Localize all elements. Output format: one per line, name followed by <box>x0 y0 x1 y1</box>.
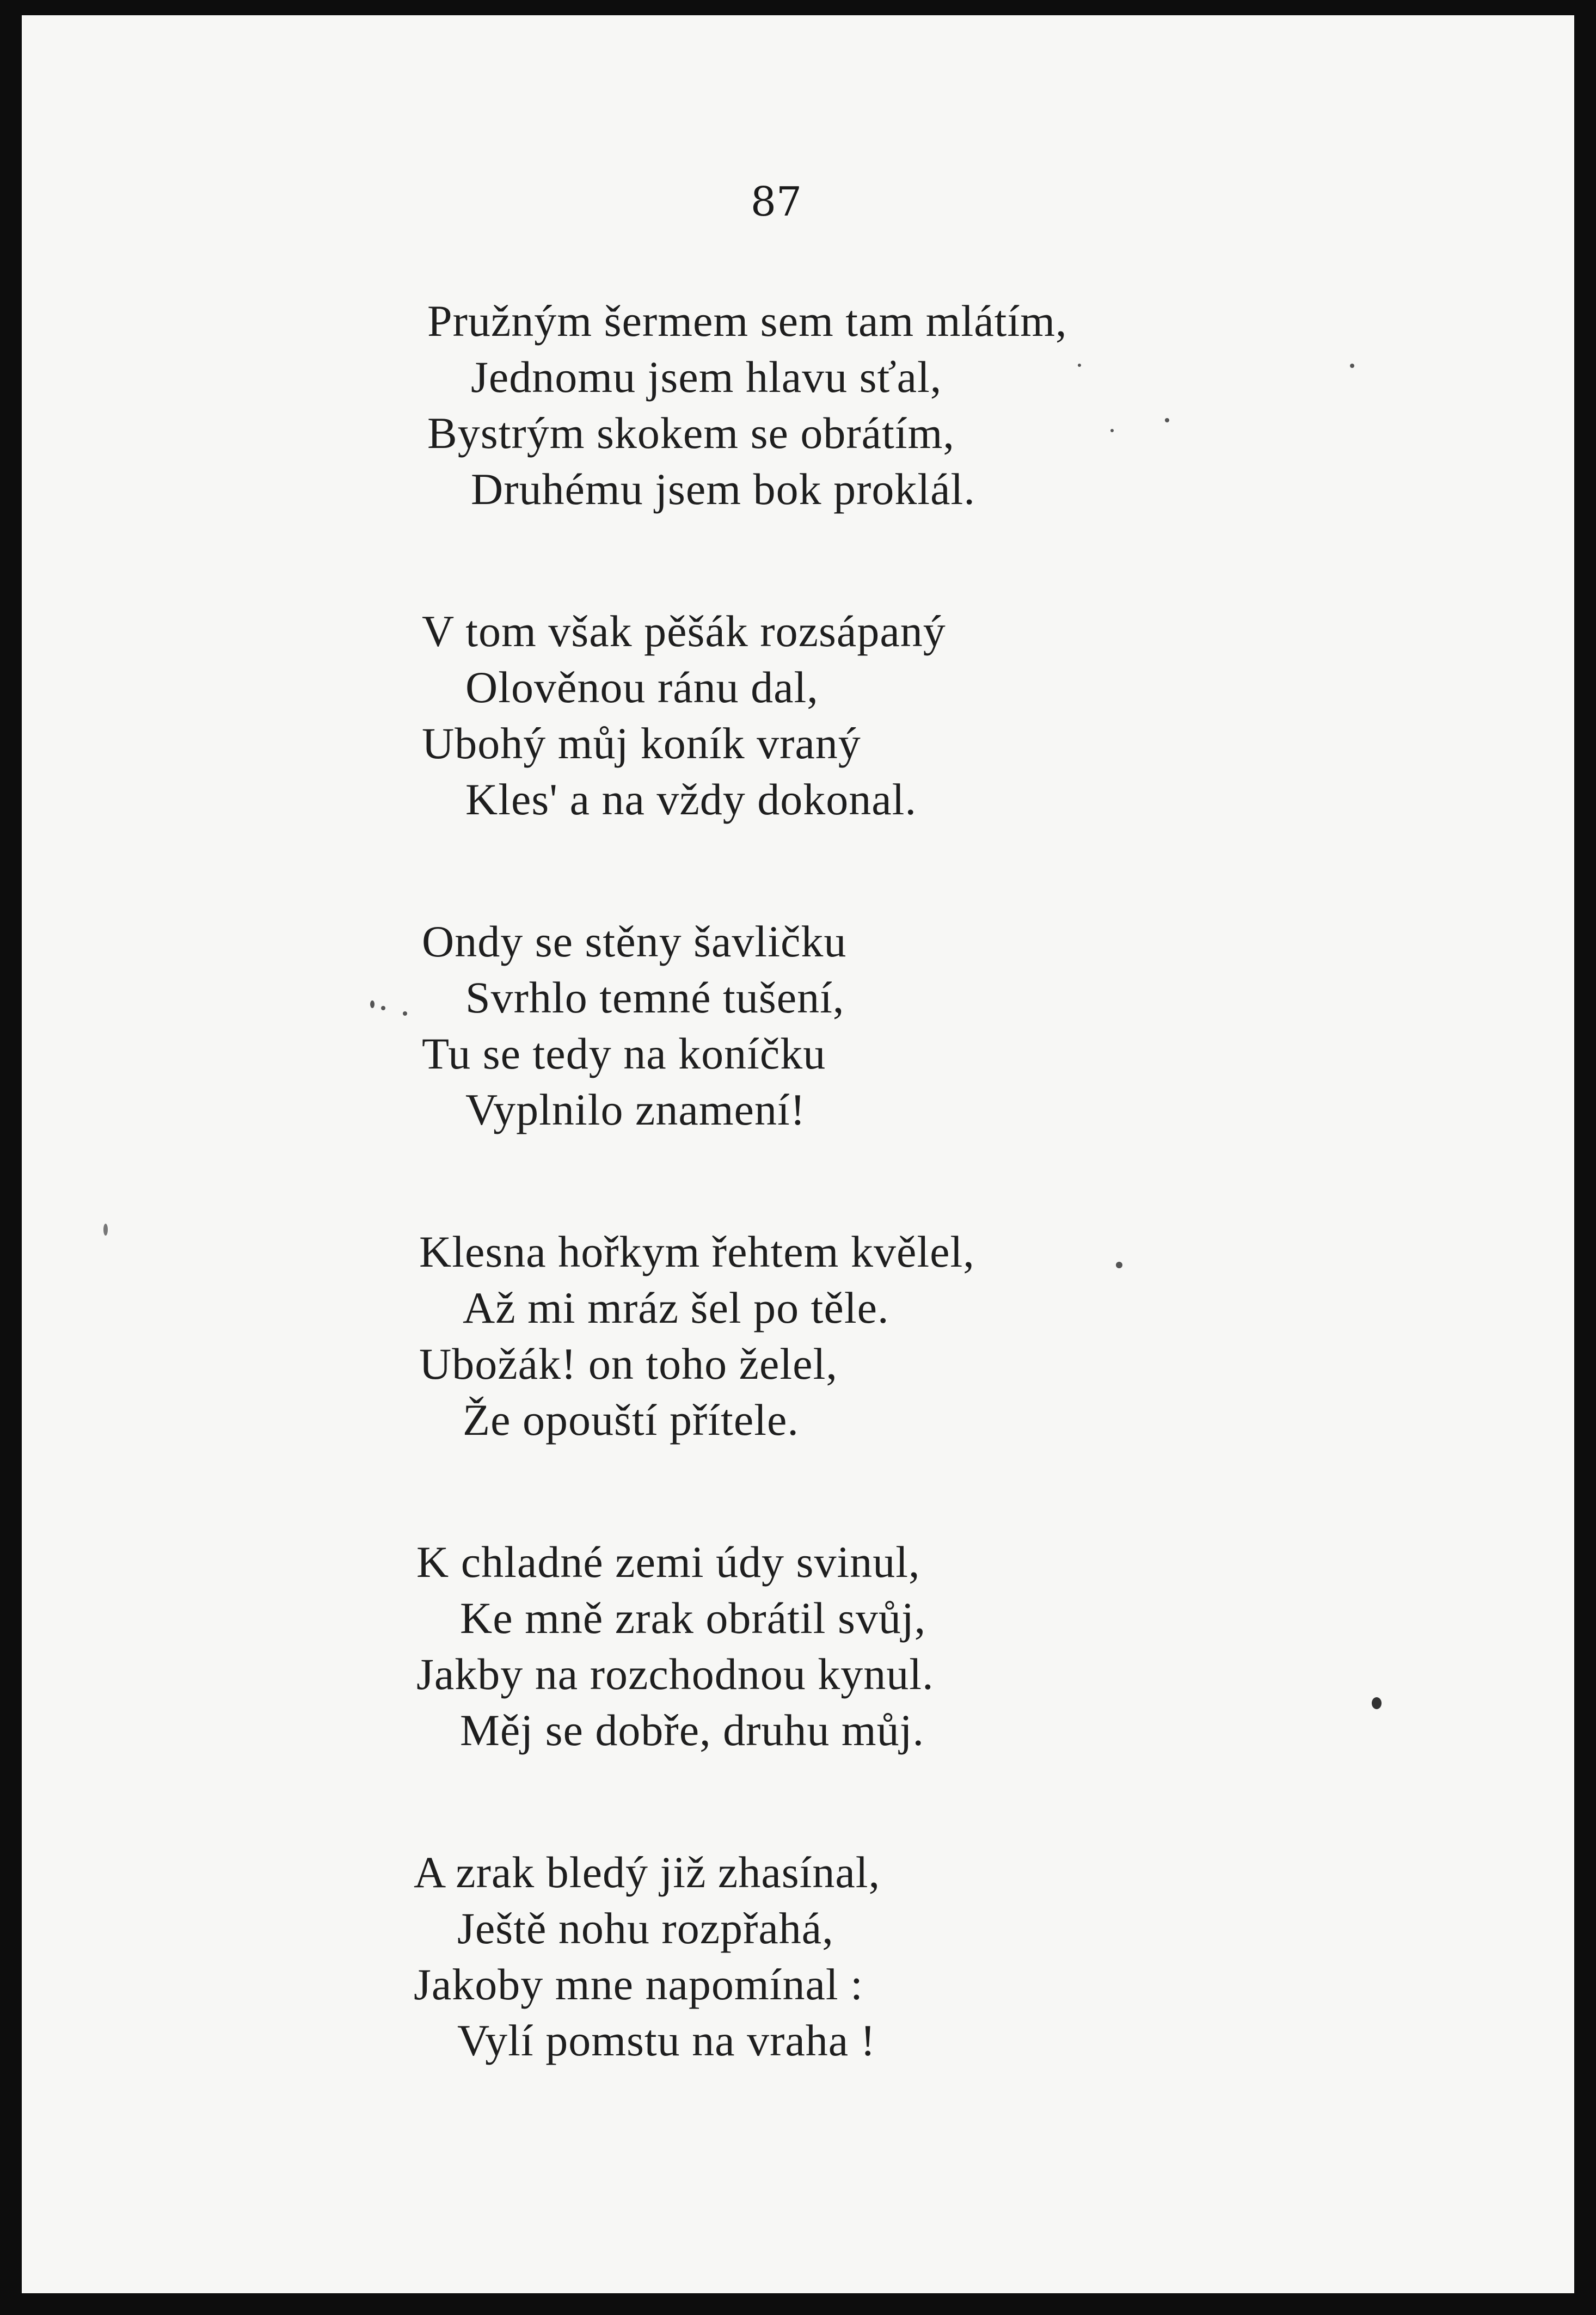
stanza-5-line-3: Jakby na rozchodnou kynul. <box>416 1649 934 1699</box>
stanza-5-line-1: K chladné zemi údy svinul, <box>416 1537 920 1587</box>
stanza-4-line-1: Klesna hořkym řehtem kvělel, <box>419 1227 975 1276</box>
stanza-6-line-1: A zrak bledý již zhasínal, <box>414 1847 881 1897</box>
stanza-3-line-4: Vyplnilo znamení! <box>465 1085 806 1134</box>
stanza-5 <box>416 1534 1178 1758</box>
stanza-2-line-3: Ubohý můj koník vraný <box>422 719 861 768</box>
stanza-4-line-3: Ubožák! on toho želel, <box>419 1339 838 1389</box>
book-page <box>22 15 1574 2293</box>
stanza-1-line-2: Jednomu jsem hlavu sťal, <box>471 352 942 402</box>
stanza-5-line-2: Ke mně zrak obrátil svůj, <box>460 1593 926 1643</box>
stanza-5-line-4: Měj se dobře, druhu můj. <box>460 1705 924 1755</box>
stanza-2-line-4: Kles' a na vždy dokonal. <box>465 775 917 824</box>
stanza-3 <box>422 913 1184 1138</box>
stanza-6-line-4: Vylí pomstu na vraha ! <box>457 2016 876 2065</box>
dust-speck <box>1165 418 1169 422</box>
stanza-1-line-1: Pružným šermem sem tam mlátím, <box>427 296 1067 346</box>
stanza-4-line-2: Až mi mráz šel po těle. <box>463 1283 889 1332</box>
dust-speck <box>103 1224 108 1236</box>
dust-speck <box>1078 364 1081 367</box>
dust-speck <box>1116 1262 1122 1268</box>
stanza-1 <box>427 293 1189 517</box>
dust-speck <box>403 1011 407 1016</box>
stanza-6 <box>414 1844 1176 2068</box>
stanza-3-line-1: Ondy se stěny šavličku <box>422 917 847 966</box>
dust-speck <box>1110 429 1114 432</box>
stanza-3-line-2: Svrhlo temné tušení, <box>465 973 845 1022</box>
dust-speck <box>1372 1697 1382 1709</box>
stanza-6-line-3: Jakoby mne napomínal : <box>414 1960 863 2009</box>
stanza-1-line-3: Bystrým skokem se obrátím, <box>427 408 955 458</box>
stanza-2-line-2: Olověnou ránu dal, <box>465 662 819 712</box>
stanza-4-line-4: Že opouští přítele. <box>463 1395 799 1445</box>
stanza-3-line-3: Tu se tedy na koníčku <box>422 1029 826 1078</box>
dust-speck <box>370 1000 375 1008</box>
stanza-2-line-1: V tom však pěšák rozsápaný <box>422 606 946 656</box>
dust-speck <box>1350 364 1354 368</box>
stanza-2 <box>422 603 1184 827</box>
dust-speck <box>381 1006 385 1010</box>
stanza-6-line-2: Ještě nohu rozpřahá, <box>457 1903 834 1953</box>
stanza-1-line-4: Druhému jsem bok proklál. <box>471 464 975 514</box>
stanza-4 <box>419 1224 1181 1448</box>
page-number: 87 <box>750 179 802 225</box>
